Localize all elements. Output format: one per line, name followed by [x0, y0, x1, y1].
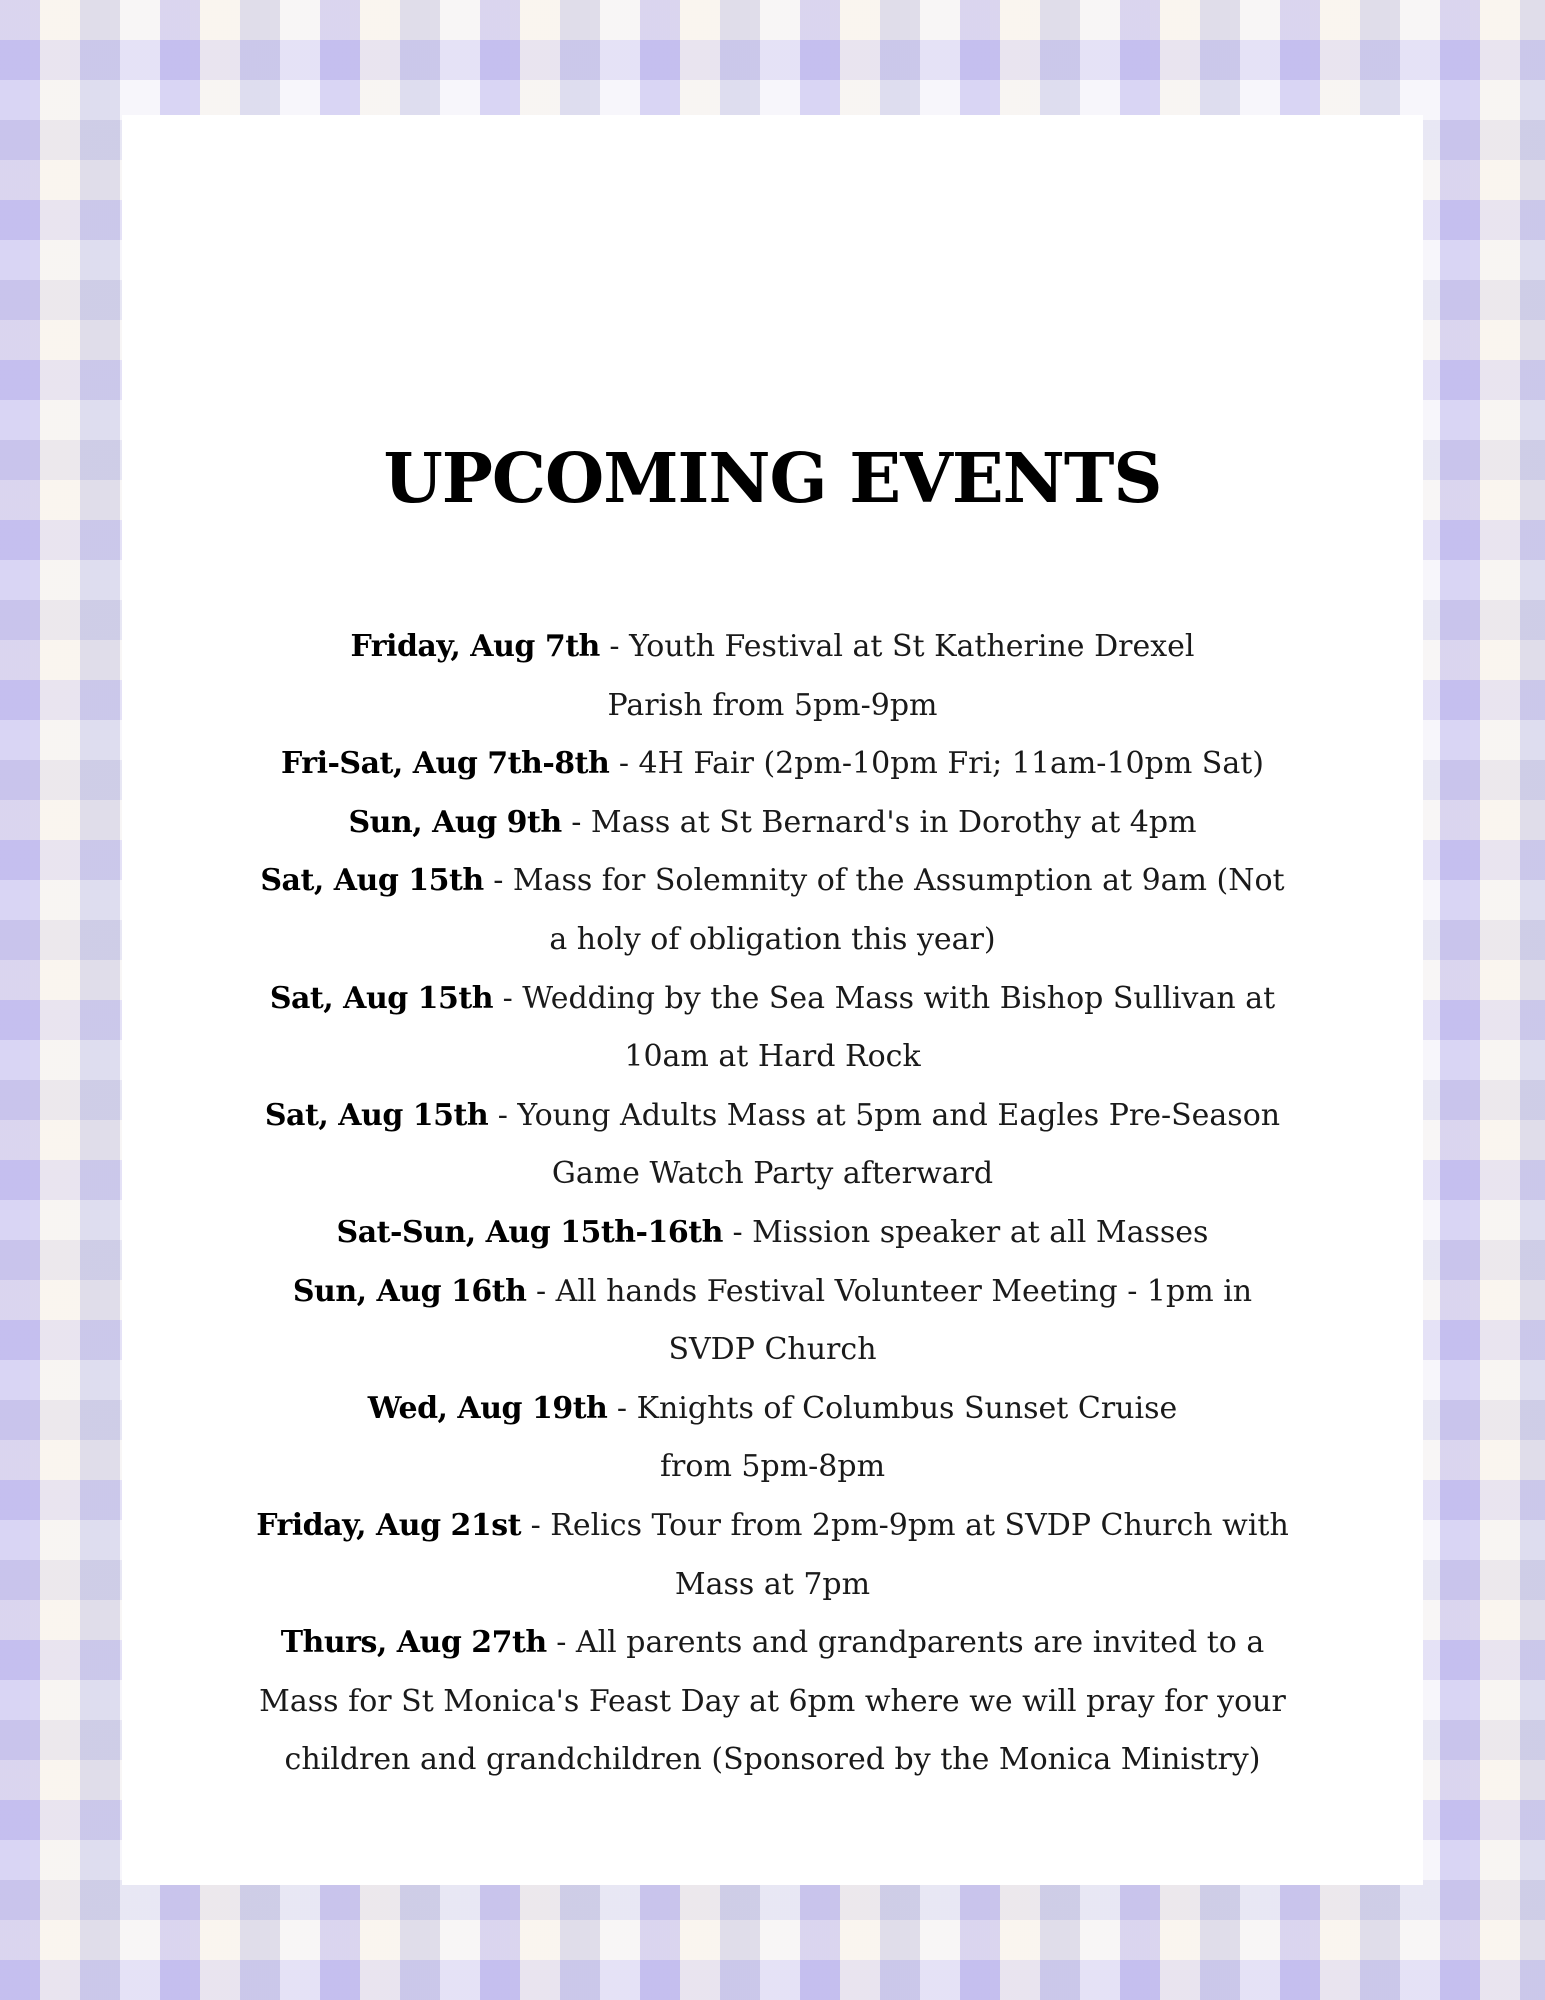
- events-list: [247, 618, 1298, 1790]
- event-item: [247, 1497, 1298, 1614]
- event-description: - 4H Fair (2pm-10pm Fri; 11am-10pm Sat): [609, 746, 1264, 782]
- event-description-continued: Parish from 5pm-9pm: [607, 687, 938, 723]
- event-date: Sat-Sun, Aug 15th-16th: [336, 1214, 723, 1250]
- event-description: - Relics Tour from 2pm-9pm at SVDP Church with Mass at 7pm: [521, 1507, 1289, 1602]
- event-date: Wed, Aug 19th: [367, 1390, 608, 1426]
- event-item: [247, 970, 1298, 1087]
- event-description: - Mission speaker at all Masses: [722, 1214, 1209, 1250]
- event-item: [247, 794, 1298, 853]
- event-item: [247, 735, 1298, 794]
- event-date: Sun, Aug 9th: [348, 804, 562, 840]
- event-date: Sat, Aug 15th: [260, 863, 484, 899]
- event-item: [247, 1614, 1298, 1790]
- event-date: Friday, Aug 7th: [350, 629, 600, 664]
- event-date: Fri-Sat, Aug 7th-8th: [281, 746, 610, 782]
- event-description: - All parents and grandparents are invited to a Mass for St Monica's Feast Day at 6pm where we will pray for your children and grandchildren (Sponsored by the Monica Ministry): [259, 1625, 1286, 1778]
- event-date: Sat, Aug 15th: [269, 980, 494, 1016]
- event-description: - Mass at St Bernard's in Dorothy at 4pm: [561, 804, 1197, 840]
- event-item: [247, 1380, 1298, 1497]
- page-title: UPCOMING EVENTS: [383, 439, 1162, 519]
- event-item: [247, 852, 1298, 969]
- event-description: - All hands Festival Volunteer Meeting - 1pm in SVDP Church: [526, 1273, 1253, 1368]
- event-item: [247, 618, 1298, 735]
- event-description: - Wedding by the Sea Mass with Bishop Sullivan at 10am at Hard Rock: [493, 980, 1276, 1075]
- event-item: [247, 1087, 1298, 1204]
- event-description-continued: from 5pm-8pm: [659, 1449, 886, 1485]
- event-date: Sat, Aug 15th: [264, 1097, 489, 1133]
- event-description: - Knights of Columbus Sunset Cruise: [607, 1390, 1178, 1426]
- event-description: - Youth Festival at St Katherine Drexel: [599, 629, 1195, 664]
- event-date: Thurs, Aug 27th: [280, 1625, 547, 1661]
- event-item: [247, 1263, 1298, 1380]
- flyer-paper: [122, 115, 1423, 1885]
- event-item: [247, 1204, 1298, 1263]
- event-description: - Young Adults Mass at 5pm and Eagles Pre-Season Game Watch Party afterward: [488, 1097, 1281, 1192]
- event-date: Sun, Aug 16th: [292, 1273, 527, 1309]
- event-date: Friday, Aug 21st: [256, 1507, 522, 1543]
- event-description: - Mass for Solemnity of the Assumption at 9am (Not a holy of obligation this year): [483, 863, 1285, 957]
